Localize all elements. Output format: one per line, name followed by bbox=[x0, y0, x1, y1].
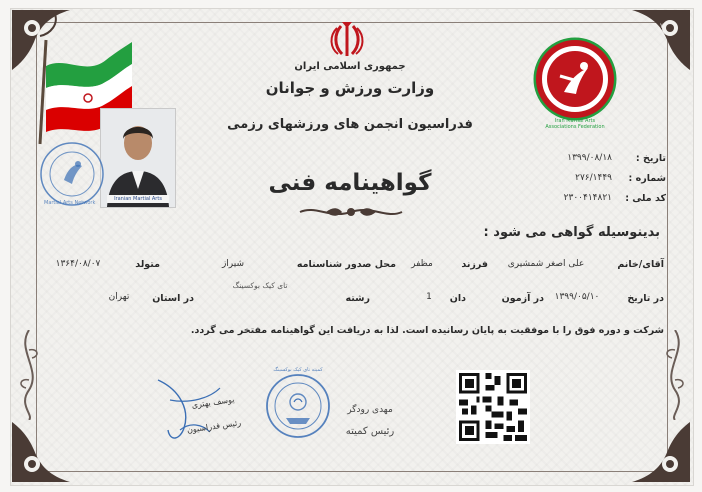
father-value: مظفر bbox=[411, 259, 433, 269]
republic-heading: جمهوری اسلامی ایران bbox=[294, 61, 406, 72]
committee-signatory-title: رئیس کمیته bbox=[345, 426, 395, 437]
exam-date-label: در تاریخ bbox=[627, 293, 664, 304]
left-stamp-text: Martial Arts Network bbox=[44, 200, 96, 206]
page-title: گواهینامه فنی bbox=[268, 170, 432, 196]
province-label: در استان bbox=[152, 293, 194, 304]
profile-photo bbox=[100, 108, 176, 208]
committee-signatory-name: مهدی رودگر bbox=[347, 405, 393, 415]
certificate-intro: بدینوسیله گواهی می شود : bbox=[483, 225, 660, 240]
dan-label: دان bbox=[449, 293, 466, 304]
ministry-heading: وزارت ورزش و جوانان bbox=[265, 79, 435, 97]
corner-ornament-icon bbox=[10, 416, 86, 484]
federation-signatory-name: یوسف بهتری bbox=[191, 395, 235, 410]
completion-statement: شرکت و دوره فوق را با موفقیت به پایان رسانیده است. لذا به دریافت این گواهینامه مفتخر می گردد. bbox=[190, 325, 664, 336]
iran-emblem-icon bbox=[330, 20, 364, 58]
number-label: شماره : bbox=[628, 173, 666, 184]
federation-signatory-title: رئیس فدراسیون bbox=[186, 418, 242, 435]
discipline-value: تای کیک بوکسینگ bbox=[232, 281, 288, 290]
seal-stamp-icon bbox=[38, 140, 106, 208]
date-label: تاریخ : bbox=[635, 153, 666, 164]
avatar bbox=[101, 109, 175, 207]
federation-logo-text: Iran Martial Arts Associations Federation bbox=[545, 118, 605, 130]
photo-caption: Iranian Martial Arts bbox=[114, 196, 162, 202]
corner-ornament-icon bbox=[616, 416, 692, 484]
national-id-label: کد ملی : bbox=[625, 193, 666, 204]
number-value: ۲۷۶/۱۴۴۹ bbox=[575, 173, 612, 183]
issue-place-value: شیراز bbox=[221, 259, 245, 269]
exam-date-value: ۱۳۹۹/۰۵/۱۰ bbox=[554, 292, 600, 302]
issue-place-label: محل صدور شناسنامه bbox=[296, 259, 396, 270]
national-id-value: ۲۳۰۰۴۱۴۸۲۱ bbox=[563, 193, 612, 203]
name-label: آقای/خانم bbox=[617, 259, 664, 270]
federation-logo-icon bbox=[532, 36, 618, 122]
ornament-divider-icon bbox=[296, 203, 406, 221]
qr-code-icon[interactable] bbox=[456, 370, 530, 444]
father-label: فرزند bbox=[461, 259, 488, 270]
birth-value: ۱۳۶۴/۰۸/۰۷ bbox=[55, 259, 101, 269]
province-value: تهران bbox=[108, 292, 130, 302]
name-value: علی اصغر شمشیری bbox=[507, 259, 585, 269]
birth-label: متولد bbox=[135, 259, 160, 270]
date-value: ۱۳۹۹/۰۸/۱۸ bbox=[567, 153, 612, 163]
center-stamp-text: کمیته تای کیک بوکسینگ bbox=[273, 367, 323, 373]
vine-ornament-icon bbox=[660, 330, 690, 420]
field-label: رشته bbox=[345, 293, 370, 304]
svg-text:۷: ۷ bbox=[660, 22, 664, 30]
corner-ornament-icon bbox=[616, 8, 692, 76]
vine-ornament-icon bbox=[14, 330, 44, 420]
exam-label: در آزمون bbox=[501, 293, 544, 304]
seal-stamp-icon bbox=[264, 372, 332, 440]
dan-value: 1 bbox=[426, 292, 432, 302]
federation-heading: فدراسیون انجمن های ورزشهای رزمی bbox=[227, 117, 473, 132]
